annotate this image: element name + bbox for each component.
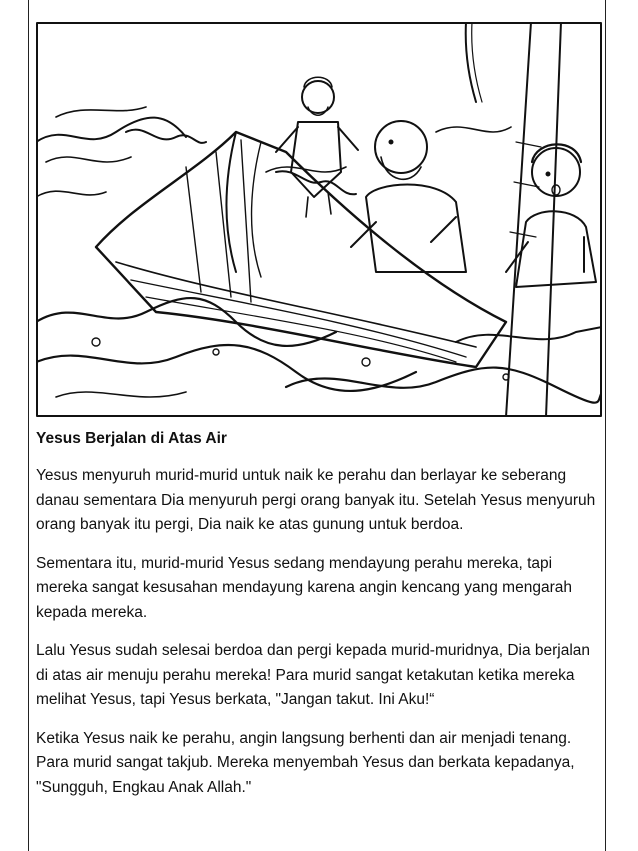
- paragraph-3: Lalu Yesus sudah selesai berdoa dan pergi kepada murid-muridnya, Dia berjalan di atas air menuju perahu mereka! Para murid sangat ketakutan ketika mereka melihat Yesus, tapi Yesus berkata, "Jangan takut. Ini Aku!“: [36, 642, 591, 708]
- boat-storm-illustration: [36, 22, 602, 417]
- story-text: [36, 424, 602, 814]
- paragraph-2: Sementara itu, murid-murid Yesus sedang mendayung perahu mereka, tapi mereka sangat kesusahan mendayung karena angin kencang yang mengarah kepada mereka.: [36, 554, 572, 621]
- paragraph-1: Yesus menyuruh murid-murid untuk naik ke perahu dan berlayar ke seberang danau sementara Dia menyuruh pergi orang banyak itu. Setelah Yesus menyuruh orang banyak itu pergi, Dia naik ke atas gunung untuk berdoa.: [36, 467, 596, 533]
- story-title: Yesus Berjalan di Atas Air: [36, 430, 227, 447]
- paragraph-4: Ketika Yesus naik ke perahu, angin langsung berhenti dan air menjadi tenang. Para murid sangat takjub. Mereka menyembah Yesus dan berkata kepadanya, "Sungguh, Engkau Anak Allah.": [36, 729, 575, 796]
